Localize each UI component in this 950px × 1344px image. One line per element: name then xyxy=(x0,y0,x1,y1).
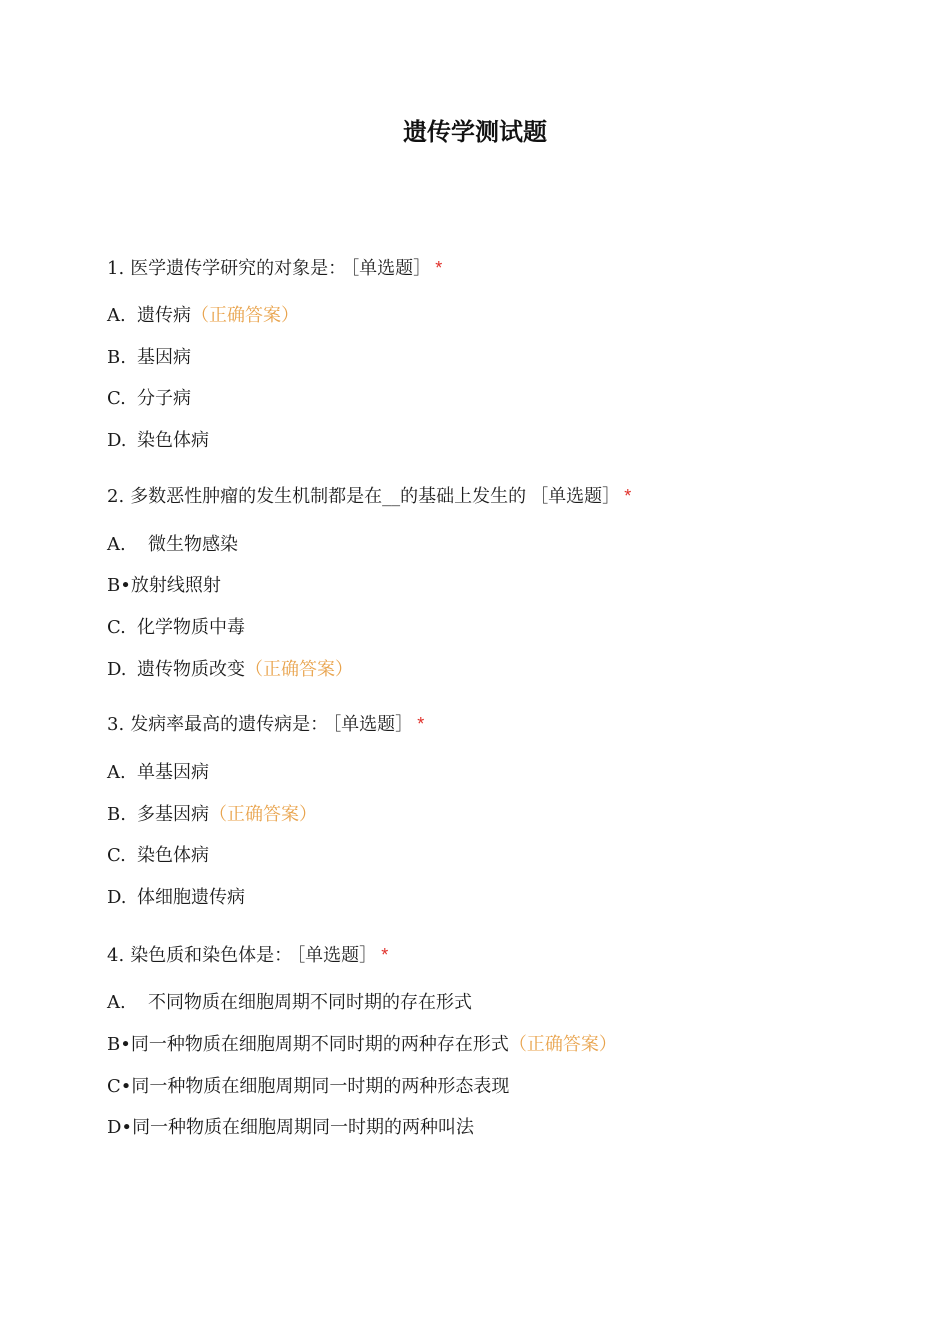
required-mark: * xyxy=(381,945,389,965)
option-letter: B. xyxy=(107,347,126,368)
option-text: 多基因病 xyxy=(137,804,209,825)
option-1b xyxy=(107,343,191,373)
question-type: ［单选题］ xyxy=(350,258,432,279)
option-text: 体细胞遗传病 xyxy=(137,887,245,908)
option-letter: C. xyxy=(107,617,126,638)
option-1d xyxy=(107,426,209,456)
correct-answer-label: （正确答案） xyxy=(245,659,353,680)
option-3c xyxy=(107,841,209,871)
option-4b xyxy=(107,1030,617,1060)
option-2c xyxy=(107,613,245,643)
option-letter: A. xyxy=(107,992,126,1013)
option-4d xyxy=(107,1113,474,1143)
option-text: 分子病 xyxy=(137,388,191,409)
option-letter: A. xyxy=(107,762,126,783)
question-type: ［单选题］ xyxy=(296,945,378,966)
required-mark: * xyxy=(624,486,632,506)
option-letter: D• xyxy=(107,1117,133,1138)
option-1a xyxy=(107,301,299,331)
option-3a xyxy=(107,758,209,788)
option-4c xyxy=(107,1072,509,1102)
option-text: 不同物质在细胞周期不同时期的存在形式 xyxy=(148,992,472,1013)
question-number: 2. xyxy=(107,486,125,507)
question-text: 发病率最高的遗传病是： xyxy=(130,714,329,735)
question-type: ［单选题］ xyxy=(530,486,621,507)
option-letter: A. xyxy=(107,534,126,555)
option-letter: B• xyxy=(107,1034,131,1055)
question-3 xyxy=(107,709,424,740)
option-text: 同一种物质在细胞周期不同时期的两种存在形式 xyxy=(130,1034,509,1055)
correct-answer-label: （正确答案） xyxy=(209,804,317,825)
option-2d xyxy=(107,655,353,685)
option-letter: C• xyxy=(107,1076,132,1097)
required-mark: * xyxy=(417,714,425,734)
option-text: 染色体病 xyxy=(137,845,209,866)
question-type: ［单选题］ xyxy=(332,714,414,735)
option-text: 遗传物质改变 xyxy=(137,659,245,680)
option-letter: C. xyxy=(107,845,126,866)
option-letter: D. xyxy=(107,430,127,451)
option-1c xyxy=(107,384,191,414)
question-1 xyxy=(107,253,442,284)
option-letter: A. xyxy=(107,305,126,326)
correct-answer-label: （正确答案） xyxy=(508,1034,617,1055)
option-2b xyxy=(107,571,221,601)
option-text: 同一种物质在细胞周期同一时期的两种叫法 xyxy=(132,1117,475,1138)
option-letter: C. xyxy=(107,388,126,409)
option-text: 放射线照射 xyxy=(130,575,221,596)
question-text: 染色质和染色体是： xyxy=(130,945,293,966)
option-4a xyxy=(107,988,472,1018)
question-number: 4. xyxy=(107,945,125,966)
option-text: 微生物感染 xyxy=(148,534,238,555)
option-letter: D. xyxy=(107,887,127,908)
correct-answer-label: （正确答案） xyxy=(191,305,299,326)
option-letter: B. xyxy=(107,804,126,825)
option-text: 单基因病 xyxy=(137,762,209,783)
question-text: 医学遗传学研究的对象是： xyxy=(130,258,347,279)
option-3d xyxy=(107,883,245,913)
option-2a xyxy=(107,530,238,560)
option-text: 同一种物质在细胞周期同一时期的两种形态表现 xyxy=(131,1076,510,1097)
page-title: 遗传学测试题 xyxy=(403,118,547,146)
question-2 xyxy=(107,481,631,512)
required-mark: * xyxy=(435,258,443,278)
option-text: 基因病 xyxy=(137,347,191,368)
option-text: 遗传病 xyxy=(137,305,191,326)
question-4 xyxy=(107,940,388,971)
option-3b xyxy=(107,800,317,830)
question-text: 多数恶性肿瘤的发生机制都是在__的基础上发生的 xyxy=(130,486,527,507)
question-number: 1. xyxy=(107,258,125,279)
option-text: 染色体病 xyxy=(137,430,209,451)
question-number: 3. xyxy=(107,714,125,735)
option-text: 化学物质中毒 xyxy=(137,617,245,638)
option-letter: D. xyxy=(107,659,127,680)
option-letter: B• xyxy=(107,575,131,596)
